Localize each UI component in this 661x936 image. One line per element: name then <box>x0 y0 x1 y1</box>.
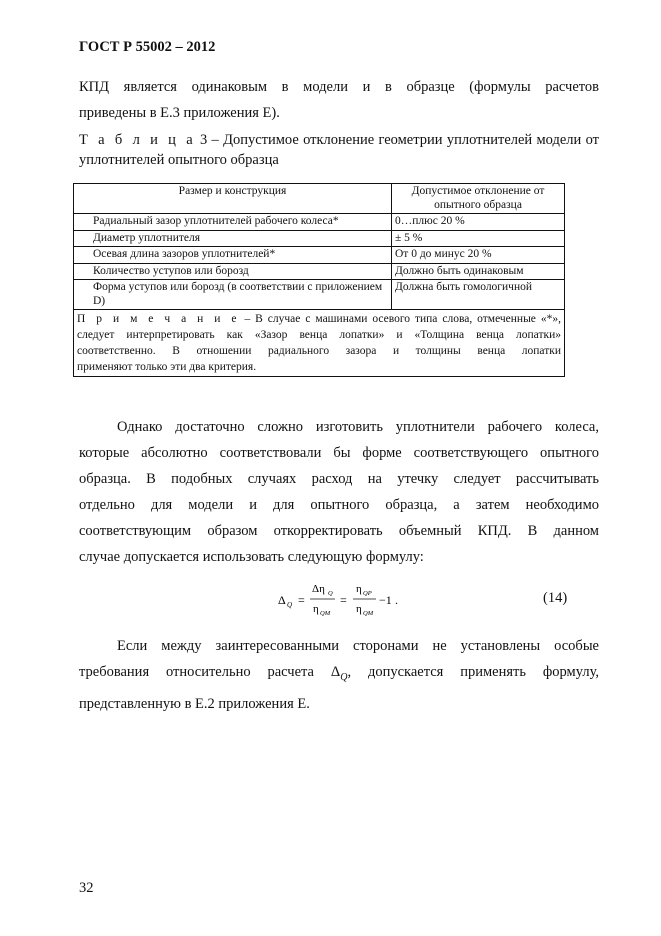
cell-text: Диаметр уплотнителя <box>93 231 201 244</box>
table-row <box>74 263 565 280</box>
formula-numerator-1: Δη <box>312 583 325 595</box>
table-3 <box>73 183 565 377</box>
table-row <box>74 247 565 264</box>
text-line: КПД является одинаковым в модели и в образце (формулы расчетов <box>79 79 599 95</box>
document-header: ГОСТ Р 55002 – 2012 <box>79 39 216 55</box>
formula-delta: Δ <box>278 593 286 607</box>
body-paragraph <box>79 633 599 717</box>
text-line: соответствующим образом откорректировать объемный КПД. В данном <box>79 523 599 539</box>
cell-text: Форма уступов или борозд (в соответствии с приложением D) <box>93 281 383 307</box>
table-cell-param <box>74 214 392 231</box>
formula-numerator-2: η <box>356 583 362 595</box>
formula-numerator-2-subscript: QP <box>363 590 372 597</box>
cell-text: Количество уступов или борозд <box>93 264 249 277</box>
table-row <box>74 214 565 231</box>
table-caption-label: Т а б л и ц а <box>79 132 196 148</box>
column-header: Размер и конструкция <box>74 184 392 214</box>
table-row <box>74 280 565 310</box>
formula-numerator-1-subscript: Q <box>328 590 333 597</box>
table-cell-deviation: Должна быть гомологичной <box>392 280 565 310</box>
formula-denominator-1-subscript: QM <box>320 610 331 617</box>
text-line: Если между заинтересованными сторонами не установлены особые <box>117 638 599 654</box>
table-note-row <box>74 310 565 377</box>
note-line: следует интерпретировать как «Зазор венца лопатки» и «Толщина венца лопатки» <box>77 329 561 341</box>
table-cell-deviation: ± 5 % <box>392 230 565 247</box>
text-line: отдельно для модели и для опытного образца, а затем необходимо <box>79 497 599 513</box>
text-line: которые абсолютно соответствовали бы форме соответствующего опытного <box>79 445 599 461</box>
table-cell-deviation: Должно быть одинаковым <box>392 263 565 280</box>
cell-text: Осевая длина зазоров уплотнителей* <box>93 248 276 260</box>
formula-denominator-2: η <box>356 603 362 615</box>
page-number: 32 <box>79 880 94 896</box>
table-caption <box>79 130 599 170</box>
note-line: соответственно. В отношении радиального зазора и толщины венца лопатки <box>77 345 561 357</box>
text-line: Однако достаточно сложно изготовить уплотнители рабочего колеса, <box>117 419 599 435</box>
formula-denominator-1: η <box>313 603 319 615</box>
table-cell-param <box>74 263 392 280</box>
note-label: П р и м е ч а н и е <box>77 313 240 325</box>
note-text: – В случае с машинами осевого типа слова, отмеченные «*», <box>239 313 561 325</box>
table-row <box>74 230 565 247</box>
table-caption-line: уплотнителей опытного образца <box>79 152 279 168</box>
table-caption-line <box>79 130 599 150</box>
table-header-row <box>74 184 565 214</box>
formula-delta-subscript: Q <box>287 601 293 609</box>
delta-subscript: Q <box>340 671 348 683</box>
table-cell-param <box>74 280 392 310</box>
text-segment: требования относительно расчета Δ <box>79 664 341 680</box>
text-line <box>79 659 599 691</box>
text-segment: , допускается применять формулу, <box>347 664 599 680</box>
intro-paragraph <box>79 74 599 126</box>
column-header: Допустимое отклонение от опытного образца <box>392 184 565 214</box>
body-paragraph <box>79 414 599 570</box>
table-cell-deviation: 0…плюс 20 % <box>392 214 565 231</box>
note-line: применяют только эти два критерия. <box>77 361 257 373</box>
formula-equals: = <box>340 593 347 607</box>
table-cell-deviation: От 0 до минус 20 % <box>392 247 565 264</box>
table-cell-param <box>74 230 392 247</box>
text-line: образца. В подобных случаях расход на утечку следует рассчитывать <box>79 471 599 487</box>
cell-text: Радиальный зазор уплотнителей рабочего колеса* <box>93 215 339 227</box>
table-caption-text: 3 – Допустимое отклонение геометрии уплотнителей модели от <box>199 132 599 148</box>
formula-period: . <box>395 593 398 607</box>
formula-minus-one: −1 <box>379 593 392 607</box>
table-cell-param <box>74 247 392 264</box>
text-line: случае допускается использовать следующую формулу: <box>79 549 424 565</box>
formula-denominator-2-subscript: QM <box>363 610 374 617</box>
formula-equals: = <box>298 593 305 607</box>
note-line <box>77 311 561 327</box>
table-note <box>74 310 565 377</box>
text-line: приведены в Е.3 приложения Е). <box>79 105 280 121</box>
text-line: представленную в Е.2 приложения Е. <box>79 695 310 712</box>
formula-number: (14) <box>543 590 568 606</box>
